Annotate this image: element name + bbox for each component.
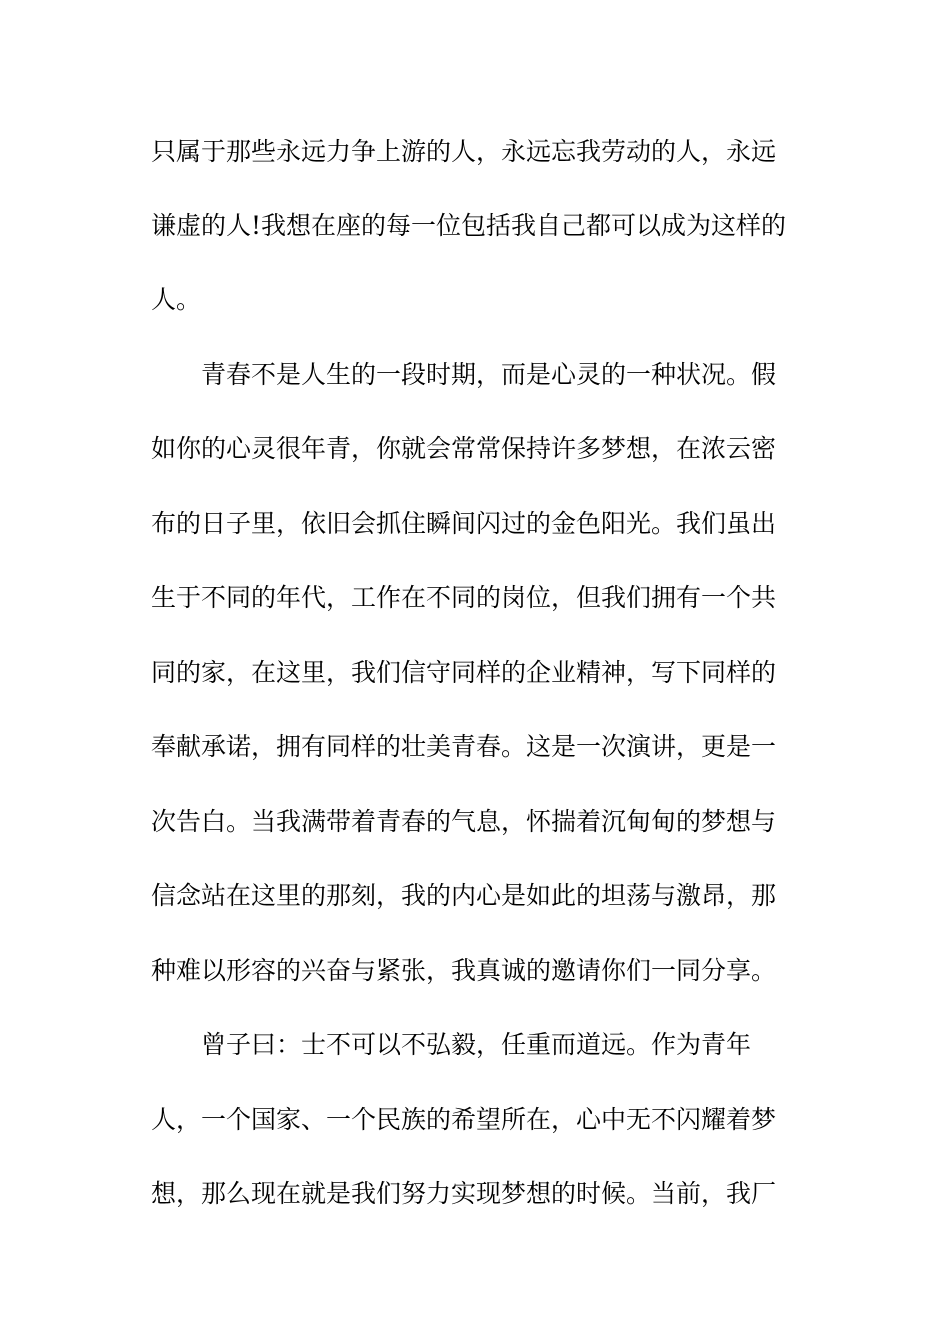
text-line-9: 奉献承诺，拥有同样的壮美青春。这是一次演讲，更是一 [151,732,777,761]
text-line-4: 青春不是人生的一段时期，而是心灵的一种状况。假 [201,360,777,389]
text-line-10: 次告白。当我满带着青春的气息，怀揣着沉甸甸的梦想与 [151,807,777,836]
text-line-12: 种难以形容的兴奋与紧张，我真诚的邀请你们一同分享。 [151,956,777,985]
text-line-3: 人。 [151,285,202,314]
text-line-15: 想，那么现在就是我们努力实现梦想的时候。当前，我厂 [151,1179,777,1208]
text-line-8: 同的家，在这里，我们信守同样的企业精神，写下同样的 [151,658,777,687]
text-line-14: 人，一个国家、一个民族的希望所在，心中无不闪耀着梦 [151,1105,777,1134]
text-line-7: 生于不同的年代，工作在不同的岗位，但我们拥有一个共 [151,583,777,612]
text-line-11: 信念站在这里的那刻，我的内心是如此的坦荡与激昂，那 [151,881,777,910]
text-line-6: 布的日子里，依旧会抓住瞬间闪过的金色阳光。我们虽出 [151,509,777,538]
text-line-1: 只属于那些永远力争上游的人，永远忘我劳动的人，永远 [151,137,777,166]
text-line-13: 曾子曰：士不可以不弘毅，任重而道远。作为青年 [201,1030,752,1059]
text-line-2: 谦虚的人!我想在座的每一位包括我自己都可以成为这样的 [151,211,787,240]
text-line-5: 如你的心灵很年青，你就会常常保持许多梦想，在浓云密 [151,434,777,463]
